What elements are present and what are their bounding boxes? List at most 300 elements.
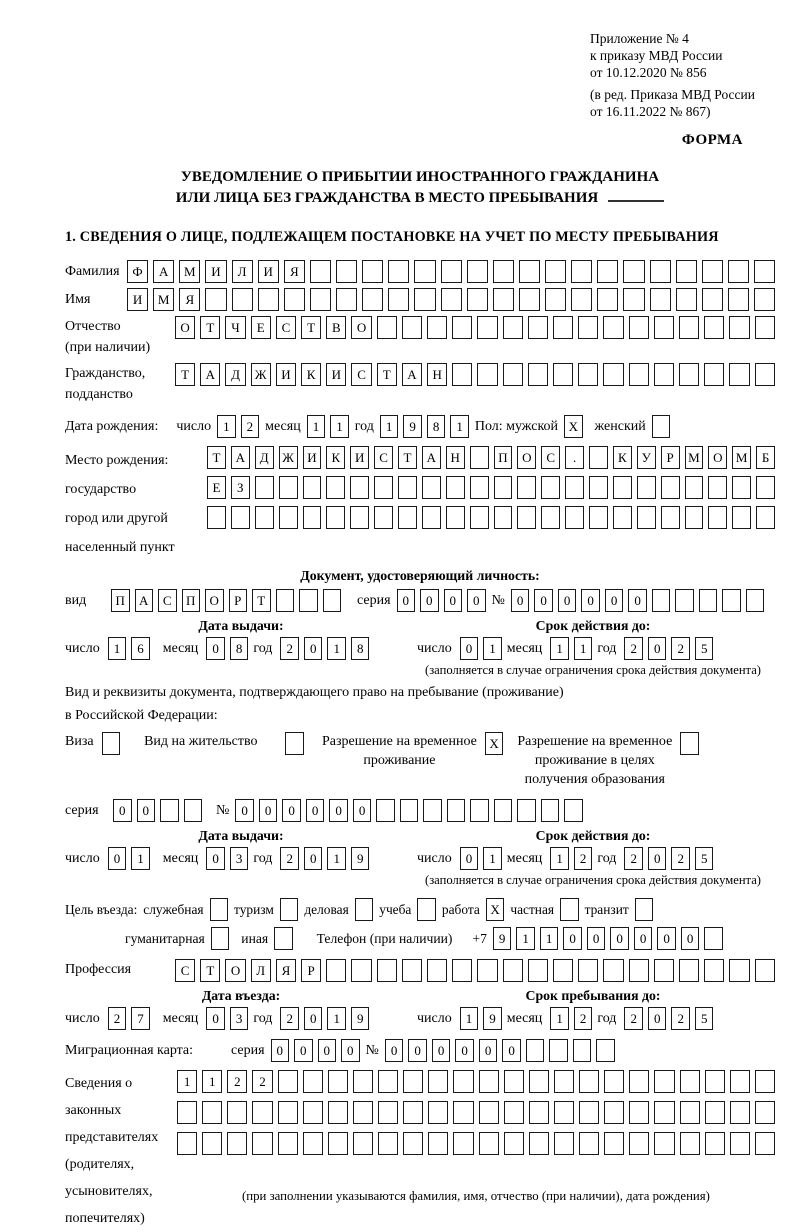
form-cell[interactable] xyxy=(755,1132,775,1155)
form-cell[interactable] xyxy=(730,1070,750,1093)
form-cell[interactable] xyxy=(603,363,623,386)
form-cell[interactable] xyxy=(596,1039,615,1062)
form-cell[interactable]: Т xyxy=(252,589,271,612)
form-cell[interactable]: 0 xyxy=(304,637,323,660)
form-cell[interactable] xyxy=(654,1070,674,1093)
form-cell[interactable]: 9 xyxy=(403,415,422,438)
form-cell[interactable] xyxy=(560,898,579,921)
form-cell[interactable] xyxy=(402,316,422,339)
form-cell[interactable]: Ж xyxy=(251,363,271,386)
form-cell[interactable] xyxy=(328,1132,348,1155)
form-cell[interactable]: 1 xyxy=(574,637,593,660)
form-cell[interactable] xyxy=(202,1132,222,1155)
form-cell[interactable] xyxy=(637,476,656,499)
form-cell[interactable] xyxy=(210,898,229,921)
form-cell[interactable] xyxy=(303,1070,323,1093)
form-cell[interactable] xyxy=(754,260,775,283)
form-cell[interactable] xyxy=(613,476,632,499)
form-cell[interactable] xyxy=(578,316,598,339)
form-cell[interactable] xyxy=(722,589,741,612)
form-cell[interactable] xyxy=(680,1070,700,1093)
form-cell[interactable] xyxy=(526,1039,545,1062)
form-cell[interactable] xyxy=(227,1101,247,1124)
form-cell[interactable] xyxy=(650,288,671,311)
form-cell[interactable] xyxy=(661,506,680,529)
form-cell[interactable] xyxy=(447,799,466,822)
form-cell[interactable] xyxy=(685,476,704,499)
form-cell[interactable]: 1 xyxy=(550,847,569,870)
form-cell[interactable] xyxy=(388,288,409,311)
form-cell[interactable]: О xyxy=(175,316,195,339)
form-cell[interactable] xyxy=(755,1101,775,1124)
form-cell[interactable] xyxy=(477,959,497,982)
form-cell[interactable] xyxy=(629,1101,649,1124)
form-cell[interactable] xyxy=(326,506,345,529)
form-cell[interactable] xyxy=(553,959,573,982)
form-cell[interactable] xyxy=(541,506,560,529)
form-cell[interactable]: А xyxy=(153,260,174,283)
form-cell[interactable] xyxy=(629,1070,649,1093)
form-cell[interactable]: 0 xyxy=(605,589,624,612)
form-cell[interactable]: 0 xyxy=(648,847,667,870)
form-cell[interactable] xyxy=(414,260,435,283)
form-cell[interactable] xyxy=(565,476,584,499)
form-cell[interactable] xyxy=(629,1132,649,1155)
form-cell[interactable]: К xyxy=(326,446,345,469)
form-cell[interactable]: Т xyxy=(200,959,220,982)
form-cell[interactable]: Т xyxy=(377,363,397,386)
form-cell[interactable] xyxy=(377,959,397,982)
form-cell[interactable]: 0 xyxy=(282,799,301,822)
form-cell[interactable] xyxy=(597,260,618,283)
form-cell[interactable] xyxy=(453,1132,473,1155)
form-cell[interactable] xyxy=(756,476,775,499)
form-cell[interactable] xyxy=(255,476,274,499)
form-cell[interactable] xyxy=(479,1132,499,1155)
form-cell[interactable] xyxy=(554,1070,574,1093)
form-cell[interactable] xyxy=(623,260,644,283)
form-cell[interactable]: О xyxy=(708,446,727,469)
form-cell[interactable]: Ф xyxy=(127,260,148,283)
form-cell[interactable] xyxy=(284,288,305,311)
form-cell[interactable] xyxy=(470,506,489,529)
form-cell[interactable] xyxy=(350,476,369,499)
form-cell[interactable]: Т xyxy=(301,316,321,339)
form-cell[interactable]: 0 xyxy=(648,637,667,660)
form-cell[interactable]: 1 xyxy=(327,637,346,660)
form-cell[interactable] xyxy=(427,959,447,982)
form-cell[interactable] xyxy=(517,799,536,822)
form-cell[interactable]: 2 xyxy=(241,415,260,438)
form-cell[interactable] xyxy=(177,1101,197,1124)
form-cell[interactable]: С xyxy=(374,446,393,469)
form-cell[interactable] xyxy=(732,476,751,499)
form-cell[interactable] xyxy=(578,363,598,386)
form-cell[interactable] xyxy=(205,288,226,311)
form-cell[interactable]: 1 xyxy=(327,847,346,870)
form-cell[interactable]: 1 xyxy=(550,1007,569,1030)
form-cell[interactable]: 0 xyxy=(432,1039,451,1062)
form-cell[interactable] xyxy=(679,363,699,386)
form-cell[interactable]: 0 xyxy=(137,799,156,822)
form-cell[interactable]: 2 xyxy=(671,637,690,660)
form-cell[interactable]: 6 xyxy=(131,637,150,660)
form-cell[interactable]: 1 xyxy=(483,847,502,870)
form-cell[interactable] xyxy=(755,316,775,339)
form-cell[interactable]: 0 xyxy=(259,799,278,822)
form-cell[interactable] xyxy=(326,476,345,499)
form-cell[interactable]: И xyxy=(326,363,346,386)
form-cell[interactable]: Е xyxy=(207,476,226,499)
form-cell[interactable]: С xyxy=(276,316,296,339)
form-cell[interactable] xyxy=(519,260,540,283)
form-cell[interactable]: Р xyxy=(661,446,680,469)
form-cell[interactable] xyxy=(680,732,699,755)
form-cell[interactable] xyxy=(403,1070,423,1093)
form-cell[interactable] xyxy=(310,260,331,283)
form-cell[interactable]: 0 xyxy=(681,927,700,950)
form-cell[interactable] xyxy=(276,589,295,612)
form-cell[interactable]: 0 xyxy=(113,799,132,822)
form-cell[interactable]: 9 xyxy=(493,927,512,950)
form-cell[interactable] xyxy=(353,1070,373,1093)
form-cell[interactable]: О xyxy=(225,959,245,982)
form-cell[interactable]: К xyxy=(613,446,632,469)
form-cell[interactable]: Д xyxy=(225,363,245,386)
form-cell[interactable] xyxy=(554,1101,574,1124)
form-cell[interactable]: И xyxy=(276,363,296,386)
form-cell[interactable] xyxy=(400,799,419,822)
form-cell[interactable]: 0 xyxy=(306,799,325,822)
form-cell[interactable]: 2 xyxy=(227,1070,247,1093)
form-cell[interactable] xyxy=(398,506,417,529)
form-cell[interactable]: 0 xyxy=(206,1007,225,1030)
form-cell[interactable] xyxy=(303,476,322,499)
form-cell[interactable]: 0 xyxy=(294,1039,313,1062)
form-cell[interactable]: Т xyxy=(207,446,226,469)
form-cell[interactable] xyxy=(517,476,536,499)
form-cell[interactable] xyxy=(650,260,671,283)
form-cell[interactable] xyxy=(467,260,488,283)
form-cell[interactable] xyxy=(374,476,393,499)
form-cell[interactable]: X xyxy=(564,415,583,438)
form-cell[interactable] xyxy=(635,898,654,921)
form-cell[interactable]: 0 xyxy=(108,847,127,870)
form-cell[interactable] xyxy=(303,1132,323,1155)
form-cell[interactable]: М xyxy=(732,446,751,469)
form-cell[interactable]: П xyxy=(182,589,201,612)
form-cell[interactable]: 2 xyxy=(280,847,299,870)
form-cell[interactable] xyxy=(730,1101,750,1124)
form-cell[interactable] xyxy=(675,589,694,612)
form-cell[interactable] xyxy=(278,1132,298,1155)
form-cell[interactable]: . xyxy=(565,446,584,469)
form-cell[interactable] xyxy=(603,959,623,982)
form-cell[interactable] xyxy=(756,506,775,529)
form-cell[interactable]: Т xyxy=(200,316,220,339)
form-cell[interactable] xyxy=(746,589,765,612)
form-cell[interactable]: О xyxy=(517,446,536,469)
form-cell[interactable] xyxy=(541,799,560,822)
form-cell[interactable]: Я xyxy=(284,260,305,283)
form-cell[interactable] xyxy=(477,363,497,386)
form-cell[interactable] xyxy=(702,288,723,311)
form-cell[interactable] xyxy=(402,959,422,982)
form-cell[interactable] xyxy=(629,959,649,982)
form-cell[interactable] xyxy=(278,1070,298,1093)
form-cell[interactable] xyxy=(422,476,441,499)
form-cell[interactable]: 1 xyxy=(131,847,150,870)
form-cell[interactable]: 2 xyxy=(280,637,299,660)
form-cell[interactable] xyxy=(704,959,724,982)
form-cell[interactable] xyxy=(336,288,357,311)
form-cell[interactable] xyxy=(377,316,397,339)
form-cell[interactable] xyxy=(326,959,346,982)
form-cell[interactable]: 1 xyxy=(450,415,469,438)
form-cell[interactable] xyxy=(545,260,566,283)
form-cell[interactable]: М xyxy=(153,288,174,311)
form-cell[interactable]: О xyxy=(351,316,371,339)
form-cell[interactable] xyxy=(708,476,727,499)
form-cell[interactable]: И xyxy=(205,260,226,283)
form-cell[interactable]: 2 xyxy=(574,847,593,870)
form-cell[interactable]: X xyxy=(485,732,504,755)
form-cell[interactable]: П xyxy=(111,589,130,612)
form-cell[interactable] xyxy=(529,1132,549,1155)
form-cell[interactable] xyxy=(211,927,230,950)
form-cell[interactable]: А xyxy=(402,363,422,386)
form-cell[interactable] xyxy=(623,288,644,311)
form-cell[interactable]: 5 xyxy=(695,637,714,660)
form-cell[interactable] xyxy=(579,1132,599,1155)
form-cell[interactable] xyxy=(252,1101,272,1124)
form-cell[interactable] xyxy=(355,898,374,921)
form-cell[interactable] xyxy=(654,1132,674,1155)
form-cell[interactable]: Ж xyxy=(279,446,298,469)
form-cell[interactable]: И xyxy=(127,288,148,311)
form-cell[interactable] xyxy=(470,446,489,469)
form-cell[interactable] xyxy=(494,476,513,499)
form-cell[interactable]: 2 xyxy=(108,1007,127,1030)
form-cell[interactable]: 8 xyxy=(351,637,370,660)
form-cell[interactable] xyxy=(704,363,724,386)
form-cell[interactable]: 1 xyxy=(550,637,569,660)
form-cell[interactable]: 0 xyxy=(502,1039,521,1062)
form-cell[interactable]: 1 xyxy=(108,637,127,660)
form-cell[interactable]: 1 xyxy=(217,415,236,438)
form-cell[interactable] xyxy=(661,476,680,499)
form-cell[interactable] xyxy=(231,506,250,529)
form-cell[interactable] xyxy=(227,1132,247,1155)
form-cell[interactable] xyxy=(494,506,513,529)
form-cell[interactable] xyxy=(503,363,523,386)
form-cell[interactable] xyxy=(579,1101,599,1124)
form-cell[interactable] xyxy=(755,363,775,386)
form-cell[interactable]: Я xyxy=(276,959,296,982)
form-cell[interactable] xyxy=(553,363,573,386)
form-cell[interactable] xyxy=(589,476,608,499)
form-cell[interactable] xyxy=(427,316,447,339)
form-cell[interactable] xyxy=(452,316,472,339)
form-cell[interactable] xyxy=(184,799,203,822)
form-cell[interactable] xyxy=(604,1101,624,1124)
form-cell[interactable]: 0 xyxy=(467,589,486,612)
form-cell[interactable]: 0 xyxy=(587,927,606,950)
form-cell[interactable] xyxy=(629,316,649,339)
form-cell[interactable] xyxy=(310,288,331,311)
form-cell[interactable] xyxy=(685,506,704,529)
form-cell[interactable] xyxy=(676,288,697,311)
form-cell[interactable]: 2 xyxy=(280,1007,299,1030)
form-cell[interactable] xyxy=(589,506,608,529)
form-cell[interactable]: Б xyxy=(756,446,775,469)
form-cell[interactable] xyxy=(378,1132,398,1155)
form-cell[interactable] xyxy=(207,506,226,529)
form-cell[interactable]: 1 xyxy=(483,637,502,660)
form-cell[interactable]: У xyxy=(637,446,656,469)
form-cell[interactable]: А xyxy=(200,363,220,386)
form-cell[interactable]: 0 xyxy=(304,1007,323,1030)
form-cell[interactable]: 0 xyxy=(206,847,225,870)
form-cell[interactable]: 1 xyxy=(516,927,535,950)
form-cell[interactable] xyxy=(453,1070,473,1093)
form-cell[interactable] xyxy=(351,959,371,982)
form-cell[interactable] xyxy=(652,415,671,438)
form-cell[interactable]: 0 xyxy=(444,589,463,612)
form-cell[interactable]: С xyxy=(541,446,560,469)
form-cell[interactable]: 0 xyxy=(479,1039,498,1062)
form-cell[interactable]: 1 xyxy=(460,1007,479,1030)
form-cell[interactable]: 8 xyxy=(230,637,249,660)
form-cell[interactable] xyxy=(573,1039,592,1062)
form-cell[interactable] xyxy=(754,288,775,311)
form-cell[interactable]: 0 xyxy=(329,799,348,822)
form-cell[interactable] xyxy=(654,1101,674,1124)
form-cell[interactable] xyxy=(652,589,671,612)
form-cell[interactable]: Ч xyxy=(225,316,245,339)
form-cell[interactable]: 2 xyxy=(624,847,643,870)
form-cell[interactable]: 0 xyxy=(460,637,479,660)
form-cell[interactable]: 2 xyxy=(574,1007,593,1030)
form-cell[interactable] xyxy=(328,1070,348,1093)
form-cell[interactable] xyxy=(654,959,674,982)
form-cell[interactable] xyxy=(428,1132,448,1155)
form-cell[interactable]: 0 xyxy=(634,927,653,950)
form-cell[interactable] xyxy=(255,506,274,529)
form-cell[interactable] xyxy=(729,316,749,339)
form-cell[interactable]: З xyxy=(231,476,250,499)
form-cell[interactable]: 2 xyxy=(624,637,643,660)
form-cell[interactable]: Л xyxy=(251,959,271,982)
form-cell[interactable] xyxy=(708,506,727,529)
form-cell[interactable]: X xyxy=(486,898,505,921)
form-cell[interactable] xyxy=(470,799,489,822)
form-cell[interactable]: 0 xyxy=(534,589,553,612)
form-cell[interactable]: 0 xyxy=(511,589,530,612)
form-cell[interactable] xyxy=(446,476,465,499)
form-cell[interactable]: 2 xyxy=(671,1007,690,1030)
form-cell[interactable] xyxy=(374,506,393,529)
form-cell[interactable] xyxy=(528,959,548,982)
form-cell[interactable] xyxy=(705,1070,725,1093)
form-cell[interactable]: 0 xyxy=(271,1039,290,1062)
form-cell[interactable] xyxy=(274,927,293,950)
form-cell[interactable] xyxy=(479,1101,499,1124)
form-cell[interactable] xyxy=(467,288,488,311)
form-cell[interactable] xyxy=(279,506,298,529)
form-cell[interactable] xyxy=(613,506,632,529)
form-cell[interactable]: 5 xyxy=(695,1007,714,1030)
form-cell[interactable] xyxy=(453,1101,473,1124)
form-cell[interactable] xyxy=(493,288,514,311)
form-cell[interactable] xyxy=(403,1101,423,1124)
form-cell[interactable]: И xyxy=(350,446,369,469)
form-cell[interactable] xyxy=(285,732,304,755)
form-cell[interactable] xyxy=(541,476,560,499)
form-cell[interactable]: 9 xyxy=(351,1007,370,1030)
form-cell[interactable] xyxy=(604,1132,624,1155)
form-cell[interactable] xyxy=(303,506,322,529)
form-cell[interactable]: П xyxy=(494,446,513,469)
form-cell[interactable] xyxy=(353,1101,373,1124)
form-cell[interactable] xyxy=(728,288,749,311)
form-cell[interactable] xyxy=(252,1132,272,1155)
form-cell[interactable] xyxy=(528,363,548,386)
form-cell[interactable] xyxy=(232,288,253,311)
form-cell[interactable] xyxy=(679,316,699,339)
form-cell[interactable] xyxy=(303,1101,323,1124)
form-cell[interactable] xyxy=(579,1070,599,1093)
form-cell[interactable] xyxy=(378,1101,398,1124)
form-cell[interactable] xyxy=(494,799,513,822)
form-cell[interactable] xyxy=(388,260,409,283)
form-cell[interactable]: 9 xyxy=(351,847,370,870)
form-cell[interactable]: С xyxy=(175,959,195,982)
form-cell[interactable] xyxy=(755,1070,775,1093)
form-cell[interactable] xyxy=(705,1132,725,1155)
form-cell[interactable]: А xyxy=(422,446,441,469)
form-cell[interactable] xyxy=(202,1101,222,1124)
form-cell[interactable] xyxy=(362,288,383,311)
form-cell[interactable]: 1 xyxy=(540,927,559,950)
form-cell[interactable]: 0 xyxy=(341,1039,360,1062)
form-cell[interactable] xyxy=(504,1101,524,1124)
form-cell[interactable] xyxy=(565,506,584,529)
form-cell[interactable] xyxy=(477,316,497,339)
form-cell[interactable] xyxy=(519,288,540,311)
form-cell[interactable] xyxy=(350,506,369,529)
form-cell[interactable] xyxy=(732,506,751,529)
form-cell[interactable] xyxy=(571,260,592,283)
form-cell[interactable]: К xyxy=(301,363,321,386)
form-cell[interactable] xyxy=(702,260,723,283)
form-cell[interactable] xyxy=(441,288,462,311)
form-cell[interactable]: И xyxy=(303,446,322,469)
form-cell[interactable] xyxy=(755,959,775,982)
form-cell[interactable]: 1 xyxy=(380,415,399,438)
form-cell[interactable] xyxy=(417,898,436,921)
form-cell[interactable] xyxy=(629,363,649,386)
form-cell[interactable] xyxy=(564,799,583,822)
form-cell[interactable] xyxy=(493,260,514,283)
form-cell[interactable] xyxy=(428,1101,448,1124)
form-cell[interactable] xyxy=(704,927,723,950)
form-cell[interactable]: М xyxy=(685,446,704,469)
form-cell[interactable]: 1 xyxy=(330,415,349,438)
form-cell[interactable] xyxy=(403,1132,423,1155)
form-cell[interactable] xyxy=(414,288,435,311)
form-cell[interactable]: А xyxy=(135,589,154,612)
